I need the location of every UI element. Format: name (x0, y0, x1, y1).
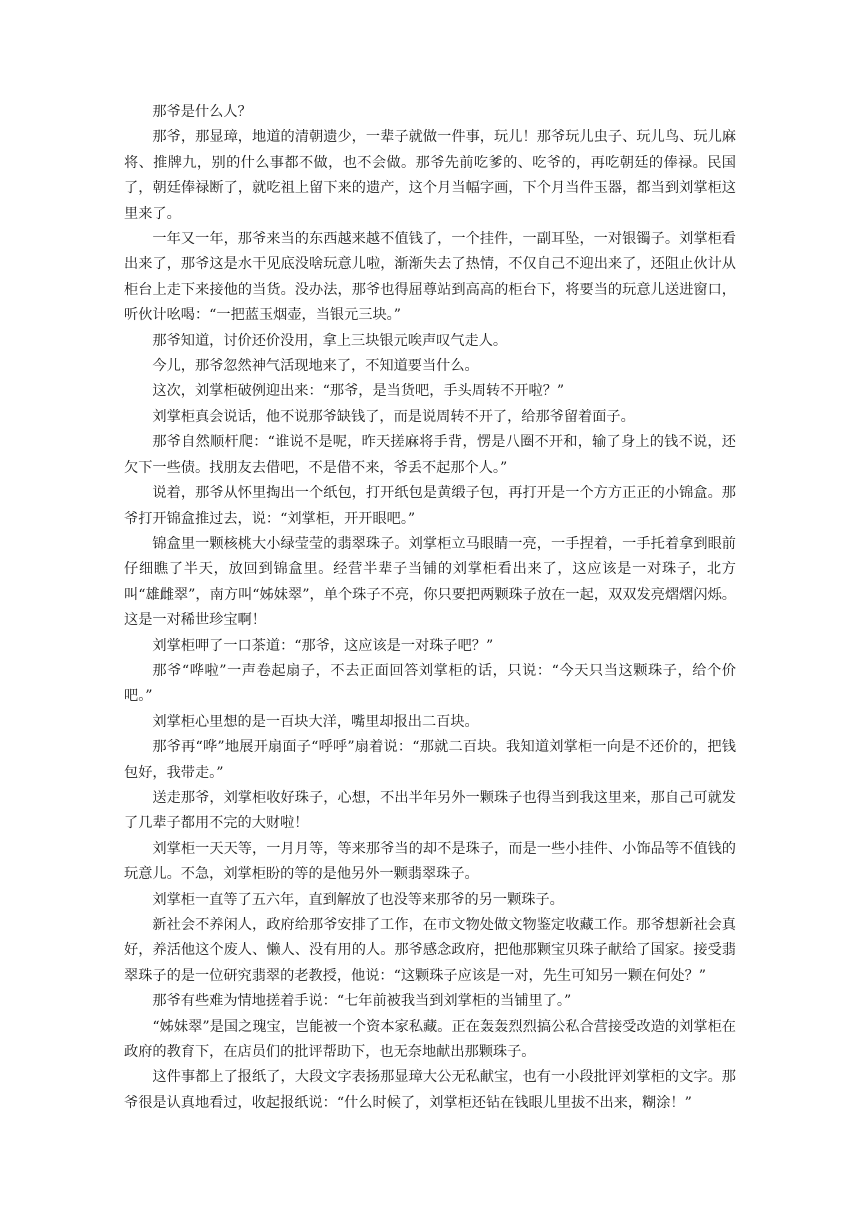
paragraph: 说着，那爷从怀里掏出一个纸包，打开纸包是黄缎子包，再打开是一个方方正正的小锦盒。那爷打开锦盒推过去，说：“刘掌柜，开开眼吧。” (124, 485, 736, 527)
paragraph: 一年又一年，那爷来当的东西越来越不值钱了，一个挂件，一副耳坠，一对银镯子。刘掌柜看出来了，那爷这是水干见底没啥玩意儿啦，渐渐失去了热情，不仅自己不迎出来了，还阻止伙计从柜台上走下来接他的当货。没办法，那爷也得屈尊站到高高的柜台下，将要当的玩意儿送进窗口，听伙计吆喝：“一把蓝玉烟壶，当银元三块。” (124, 231, 736, 324)
paragraph: 刘掌柜一直等了五六年，直到解放了也没等来那爷的另一颗珠子。 (152, 891, 564, 908)
paragraph: 那爷，那显璋，地道的清朝遗少，一辈子就做一件事，玩儿！那爷玩儿虫子、玩儿鸟、玩儿麻将、推牌九，别的什么事都不做，也不会做。那爷先前吃爹的、吃爷的，再吃朝廷的俸禄。民国了，朝廷俸禄断了，就吃祖上留下来的遗产，这个月当幅字画，下个月当件玉器，都当到刘掌柜这里来了。 (124, 129, 736, 222)
paragraph: 这次，刘掌柜破例迎出来：“那爷，是当货吧，手头周转不开啦？” (152, 383, 565, 400)
paragraph: 这件事都上了报纸了，大段文字表扬那显璋大公无私献宝，也有一小段批评刘掌柜的文字。那爷很是认真地看过，收起报纸说：“什么时候了，刘掌柜还钻在钱眼儿里拔不出来，糊涂！” (124, 1069, 736, 1111)
paragraph: 刘掌柜真会说话，他不说那爷缺钱了，而是说周转不开了，给那爷留着面子。 (152, 408, 635, 425)
paragraph: 那爷自然顺杆爬：“谁说不是呢，昨天搓麻将手背，愣是八圈不开和，输了身上的钱不说，还欠下一些债。找朋友去借吧，不是借不来，爷丢不起那个人。” (124, 434, 736, 476)
paragraph: 刘掌柜心里想的是一百块大洋，嘴里却报出二百块。 (152, 713, 479, 730)
document-page (124, 100, 736, 1116)
paragraph: 那爷有些难为情地搓着手说：“七年前被我当到刘掌柜的当铺里了。” (152, 993, 572, 1010)
paragraph: 锦盒里一颗核桃大小绿莹莹的翡翠珠子。刘掌柜立马眼睛一亮，一手捏着，一手托着拿到眼前仔细瞧了半天，放回到锦盒里。经营半辈子当铺的刘掌柜看出来了，这应该是一对珠子，北方叫“雄雌翠”，南方叫“姊妹翠”，单个珠子不亮，你只要把两颗珠子放在一起，双双发亮熠熠闪烁。这是一对稀世珍宝啊！ (124, 535, 736, 629)
paragraph: 刘掌柜一天天等，一月月等，等来那爷当的却不是珠子，而是一些小挂件、小饰品等不值钱的玩意儿。不急，刘掌柜盼的等的是他另外一颗翡翠珠子。 (124, 840, 736, 883)
paragraph: 那爷是什么人？ (152, 104, 252, 120)
paragraph: 今儿，那爷忽然神气活现地来了，不知道要当什么。 (152, 358, 479, 375)
paragraph: 那爷“哗啦”一声卷起扇子，不去正面回答刘掌柜的话，只说：“今天只当这颗珠子，给个价吧。” (124, 662, 736, 705)
paragraph: 那爷再“哗”地展开扇面子“呼呼”扇着说：“那就二百块。我知道刘掌柜一向是不还价的，把钱包好，我带走。” (124, 739, 736, 781)
paragraph: 刘掌柜呷了一口茶道：“那爷，这应该是一对珠子吧？” (152, 637, 494, 654)
paragraph: 新社会不养闲人，政府给那爷安排了工作，在市文物处做文物鉴定收藏工作。那爷想新社会真好，养活他这个废人、懒人、没有用的人。那爷感念政府，把他那颗宝贝珠子献给了国家。接受翡翠珠子的是一位研究翡翠的老教授，他说：“这颗珠子应该是一对，先生可知另一颗在何处？” (124, 917, 736, 984)
paragraph: “姊妹翠”是国之瑰宝，岂能被一个资本家私藏。正在轰轰烈烈搞公私合营接受改造的刘掌柜在政府的教育下，在店员们的批评帮助下，也无奈地献出那颗珠子。 (124, 1018, 736, 1061)
paragraph: 那爷知道，讨价还价没用，拿上三块银元唉声叹气走人。 (152, 332, 508, 349)
paragraph: 送走那爷，刘掌柜收好珠子，心想，不出半年另外一颗珠子也得当到我这里来，那自己可就发了几辈子都用不完的大财啦！ (124, 789, 736, 832)
